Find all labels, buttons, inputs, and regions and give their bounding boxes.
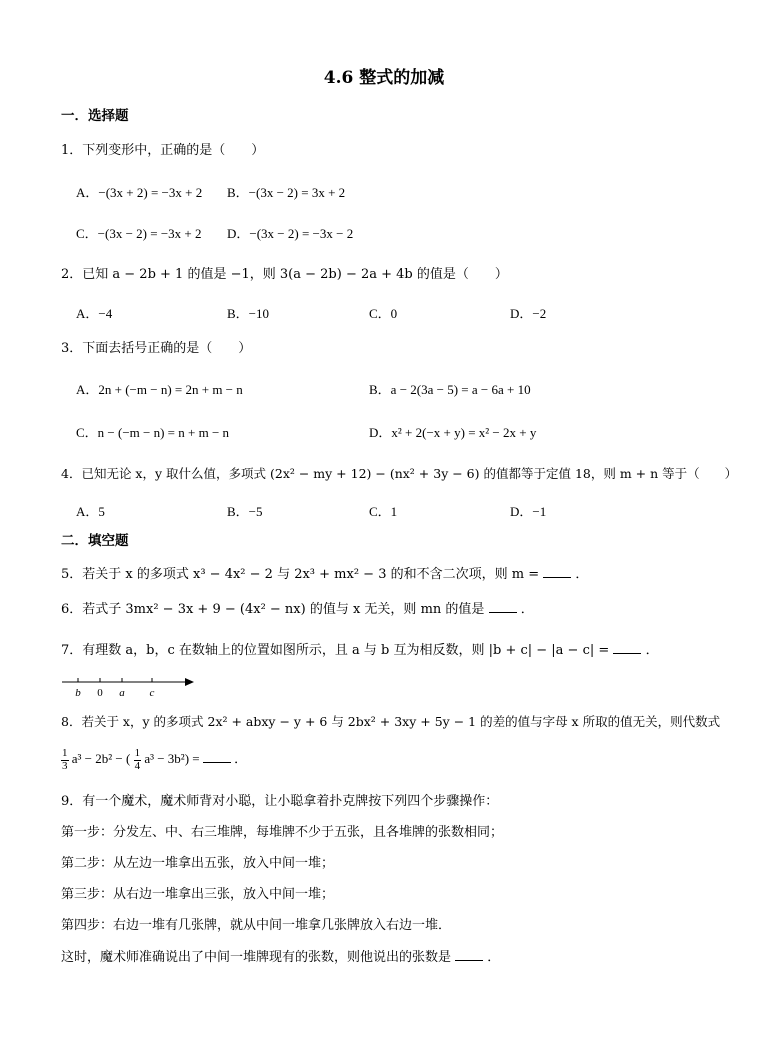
arrow-right-icon: [185, 678, 194, 686]
number-line: [60, 670, 200, 700]
question-9-end-text: 这时，魔术师准确说出了中间一堆牌现有的张数，则他说出的张数是: [61, 950, 452, 965]
question-2: 2．已知 a − 2b + 1 的值是 −1，则 3(a − 2b) − 2a + 4b 的值是（ ）: [61, 267, 508, 282]
answer-blank: [489, 602, 517, 613]
question-4: 4．已知无论 x，y 取什么值，多项式 (2x² − my + 12) − (nx² + 3y − 6) 的值都等于定值 18，则 m + n 等于（ ）: [61, 466, 738, 481]
answer-blank: [613, 643, 641, 654]
question-9-step1: 第一步：分发左、中、右三堆牌，每堆牌不少于五张，且各堆牌的张数相同；: [61, 825, 504, 840]
question-6: [61, 602, 534, 616]
period: ．: [575, 567, 589, 582]
q2-option-b: B．−10: [227, 306, 270, 321]
question-8-line1: 8．若关于 x，y 的多项式 2x² + abxy − y + 6 与 2bx² + 3xy + 5y − 1 的差的值与字母 x 所取的值无关，则代数式: [61, 714, 721, 729]
question-9-step2: 第二步：从左边一堆拿出五张，放入中间一堆；: [61, 856, 335, 871]
period: ．: [520, 602, 534, 617]
q1-option-a: A．−(3x + 2) = −3x + 2: [76, 185, 203, 200]
answer-blank: [543, 567, 571, 578]
label-a: a: [119, 687, 125, 699]
label-c: c: [149, 687, 155, 699]
period: ．: [234, 751, 248, 767]
q4-option-c: C．1: [369, 504, 398, 519]
q1-option-c: C．−(3x − 2) = −3x + 2: [76, 226, 202, 241]
period: ．: [487, 950, 501, 965]
question-9-end: [61, 950, 500, 964]
q4-option-d: D．−1: [510, 504, 547, 519]
section-choice: 一．选择题: [61, 108, 129, 124]
page-title: 4.6 整式的加减: [323, 68, 445, 88]
q3-option-c: C．n − (−m − n) = n + m − n: [76, 425, 230, 440]
question-7-text: 7．有理数 a，b，c 在数轴上的位置如图所示，且 a 与 b 互为相反数，则 |b + c| − |a − c| =: [61, 643, 610, 658]
question-1: 1．下列变形中，正确的是（ ）: [61, 143, 265, 158]
q1-option-b: B．−(3x − 2) = 3x + 2: [227, 185, 346, 200]
expr-part2: a³ − 3b²) =: [144, 751, 200, 767]
question-8-expression: [61, 748, 247, 772]
question-9: 9．有一个魔术，魔术师背对小聪，让小聪拿着扑克牌按下列四个步骤操作：: [61, 794, 499, 809]
question-7: [61, 643, 659, 657]
period: ．: [645, 643, 659, 658]
question-3: 3．下面去括号正确的是（ ）: [61, 341, 252, 356]
q4-option-a: A．5: [76, 504, 105, 519]
q2-option-a: A．−4: [76, 306, 113, 321]
q3-option-a: A．2n + (−m − n) = 2n + m − n: [76, 382, 243, 397]
section-fill: 二．填空题: [61, 533, 129, 549]
question-6-text: 6．若式子 3mx² − 3x + 9 − (4x² − nx) 的值与 x 无关，则 mn 的值是: [61, 602, 485, 617]
fraction-one-third: $\frac{1}{3}$: [62, 747, 68, 772]
question-9-step4: 第四步：右边一堆有几张牌，就从中间一堆拿几张牌放入右边一堆．: [61, 918, 452, 933]
label-zero: 0: [97, 687, 103, 699]
question-5: [61, 567, 588, 581]
q2-option-c: C．0: [369, 306, 398, 321]
fraction-one-fourth: $\frac{1}{4}$: [134, 747, 141, 772]
answer-blank: [455, 950, 483, 961]
q1-option-d: D．−(3x − 2) = −3x − 2: [227, 226, 354, 241]
q3-option-d: D．x² + 2(−x + y) = x² − 2x + y: [369, 425, 537, 440]
question-5-text: 5．若关于 x 的多项式 x³ − 4x² − 2 与 2x³ + mx² − 3 的和不含二次项，则 m =: [61, 567, 540, 582]
q3-option-b: B．a − 2(3a − 5) = a − 6a + 10: [369, 382, 531, 397]
answer-blank: [203, 752, 231, 763]
label-b: b: [75, 687, 81, 699]
question-9-step3: 第三步：从右边一堆拿出三张，放入中间一堆；: [61, 887, 335, 902]
q4-option-b: B．−5: [227, 504, 263, 519]
q2-option-d: D．−2: [510, 306, 547, 321]
expr-part1: a³ − 2b² − (: [71, 751, 131, 767]
